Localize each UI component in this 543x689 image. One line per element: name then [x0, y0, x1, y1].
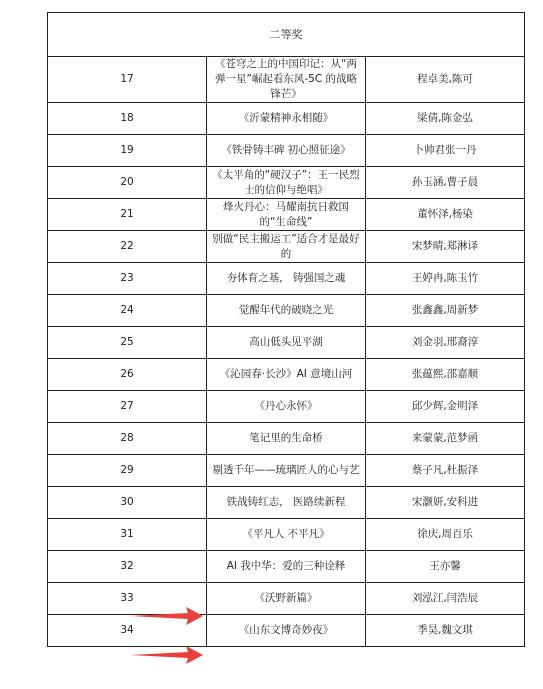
- table-row: [48, 199, 525, 231]
- table-row: [48, 519, 525, 551]
- table-row: [48, 295, 525, 327]
- entry-authors: 刘金羽,邢裔淳: [366, 327, 525, 359]
- award-number: 26: [48, 359, 207, 391]
- entry-title: 别做“民主搬运工”适合才是最好的: [207, 231, 366, 263]
- entry-authors: 卜帅君张一丹: [366, 135, 525, 167]
- entry-authors: 王亦馨: [366, 551, 525, 583]
- award-number: 20: [48, 167, 207, 199]
- table-row: [48, 327, 525, 359]
- entry-authors: 邱少辉,金明泽: [366, 391, 525, 423]
- entry-authors: 孙玉涵,曹子晨: [366, 167, 525, 199]
- entry-authors: 张蕴熙,邵嘉顺: [366, 359, 525, 391]
- entry-authors: 梁倩,陈金弘: [366, 103, 525, 135]
- red-arrow-icon: [128, 644, 204, 666]
- entry-authors: 来蒙蒙,范梦函: [366, 423, 525, 455]
- award-number: 31: [48, 519, 207, 551]
- award-number: 22: [48, 231, 207, 263]
- award-number: 34: [48, 615, 207, 647]
- entry-title: 夯体育之基， 铸强国之魂: [207, 263, 366, 295]
- entry-title: 《沁园春·长沙》AI 意境山河: [207, 359, 366, 391]
- table-row: [48, 487, 525, 519]
- entry-title: 《铁骨铸丰碑 初心照征途》: [207, 135, 366, 167]
- entry-authors: 程卓美,陈可: [366, 57, 525, 103]
- entry-title: 《山东文博奇妙夜》: [207, 615, 366, 647]
- entry-title: 《丹心永怀》: [207, 391, 366, 423]
- entry-title: 《沃野新篇》: [207, 583, 366, 615]
- entry-title: 觉醒年代的破晓之光: [207, 295, 366, 327]
- entry-title: 笔记里的生命桥: [207, 423, 366, 455]
- entry-title: 高山低头见平湖: [207, 327, 366, 359]
- table-row: [48, 359, 525, 391]
- entry-authors: 徐庆,周百乐: [366, 519, 525, 551]
- entry-title: 铁战铸红志， 医路续新程: [207, 487, 366, 519]
- entry-title: AI 我中华：爱的三种诠释: [207, 551, 366, 583]
- table-row: [48, 167, 525, 199]
- table-row: [48, 263, 525, 295]
- award-number: 29: [48, 455, 207, 487]
- entry-authors: 蔡子凡,杜振泽: [366, 455, 525, 487]
- table-row: [48, 231, 525, 263]
- entry-title: 剔透千年——琉璃匠人的心与艺: [207, 455, 366, 487]
- entry-authors: 季昊,魏文琪: [366, 615, 525, 647]
- table-row: [48, 423, 525, 455]
- award-number: 18: [48, 103, 207, 135]
- award-number: 17: [48, 57, 207, 103]
- table-row: [48, 135, 525, 167]
- table-header-row: [48, 13, 525, 57]
- table-row: [48, 455, 525, 487]
- award-number: 24: [48, 295, 207, 327]
- entry-title: 《平凡人 不平凡》: [207, 519, 366, 551]
- award-number: 23: [48, 263, 207, 295]
- entry-authors: 王婷冉,陈玉竹: [366, 263, 525, 295]
- table-row: [48, 615, 525, 647]
- entry-authors: 董怀泽,杨染: [366, 199, 525, 231]
- table-row: [48, 391, 525, 423]
- award-number: 30: [48, 487, 207, 519]
- entry-authors: 张鑫鑫,周新梦: [366, 295, 525, 327]
- entry-authors: 刘泓江,闫浩辰: [366, 583, 525, 615]
- award-table: [47, 12, 525, 647]
- award-number: 19: [48, 135, 207, 167]
- table-row: [48, 103, 525, 135]
- entry-authors: 宋灏妍,安科进: [366, 487, 525, 519]
- award-number: 32: [48, 551, 207, 583]
- entry-title: 《苍穹之上的中国印记：从“两弹一星”崛起看东风-5C 的战略锋芒》: [207, 57, 366, 103]
- red-arrow-icon: [128, 605, 204, 627]
- award-number: 33: [48, 583, 207, 615]
- award-number: 27: [48, 391, 207, 423]
- award-number: 21: [48, 199, 207, 231]
- table-row: [48, 583, 525, 615]
- entry-title: 《太平角的“硬汉子”：王一民烈士的信仰与绝唱》: [207, 167, 366, 199]
- table-row: [48, 57, 525, 103]
- entry-authors: 宋梦晴,郑淋译: [366, 231, 525, 263]
- award-number: 28: [48, 423, 207, 455]
- award-level-heading: 二等奖: [48, 13, 525, 57]
- award-number: 25: [48, 327, 207, 359]
- entry-title: 烽火丹心：马耀南抗日救国的“生命线”: [207, 199, 366, 231]
- table-row: [48, 551, 525, 583]
- entry-title: 《沂蒙精神永相随》: [207, 103, 366, 135]
